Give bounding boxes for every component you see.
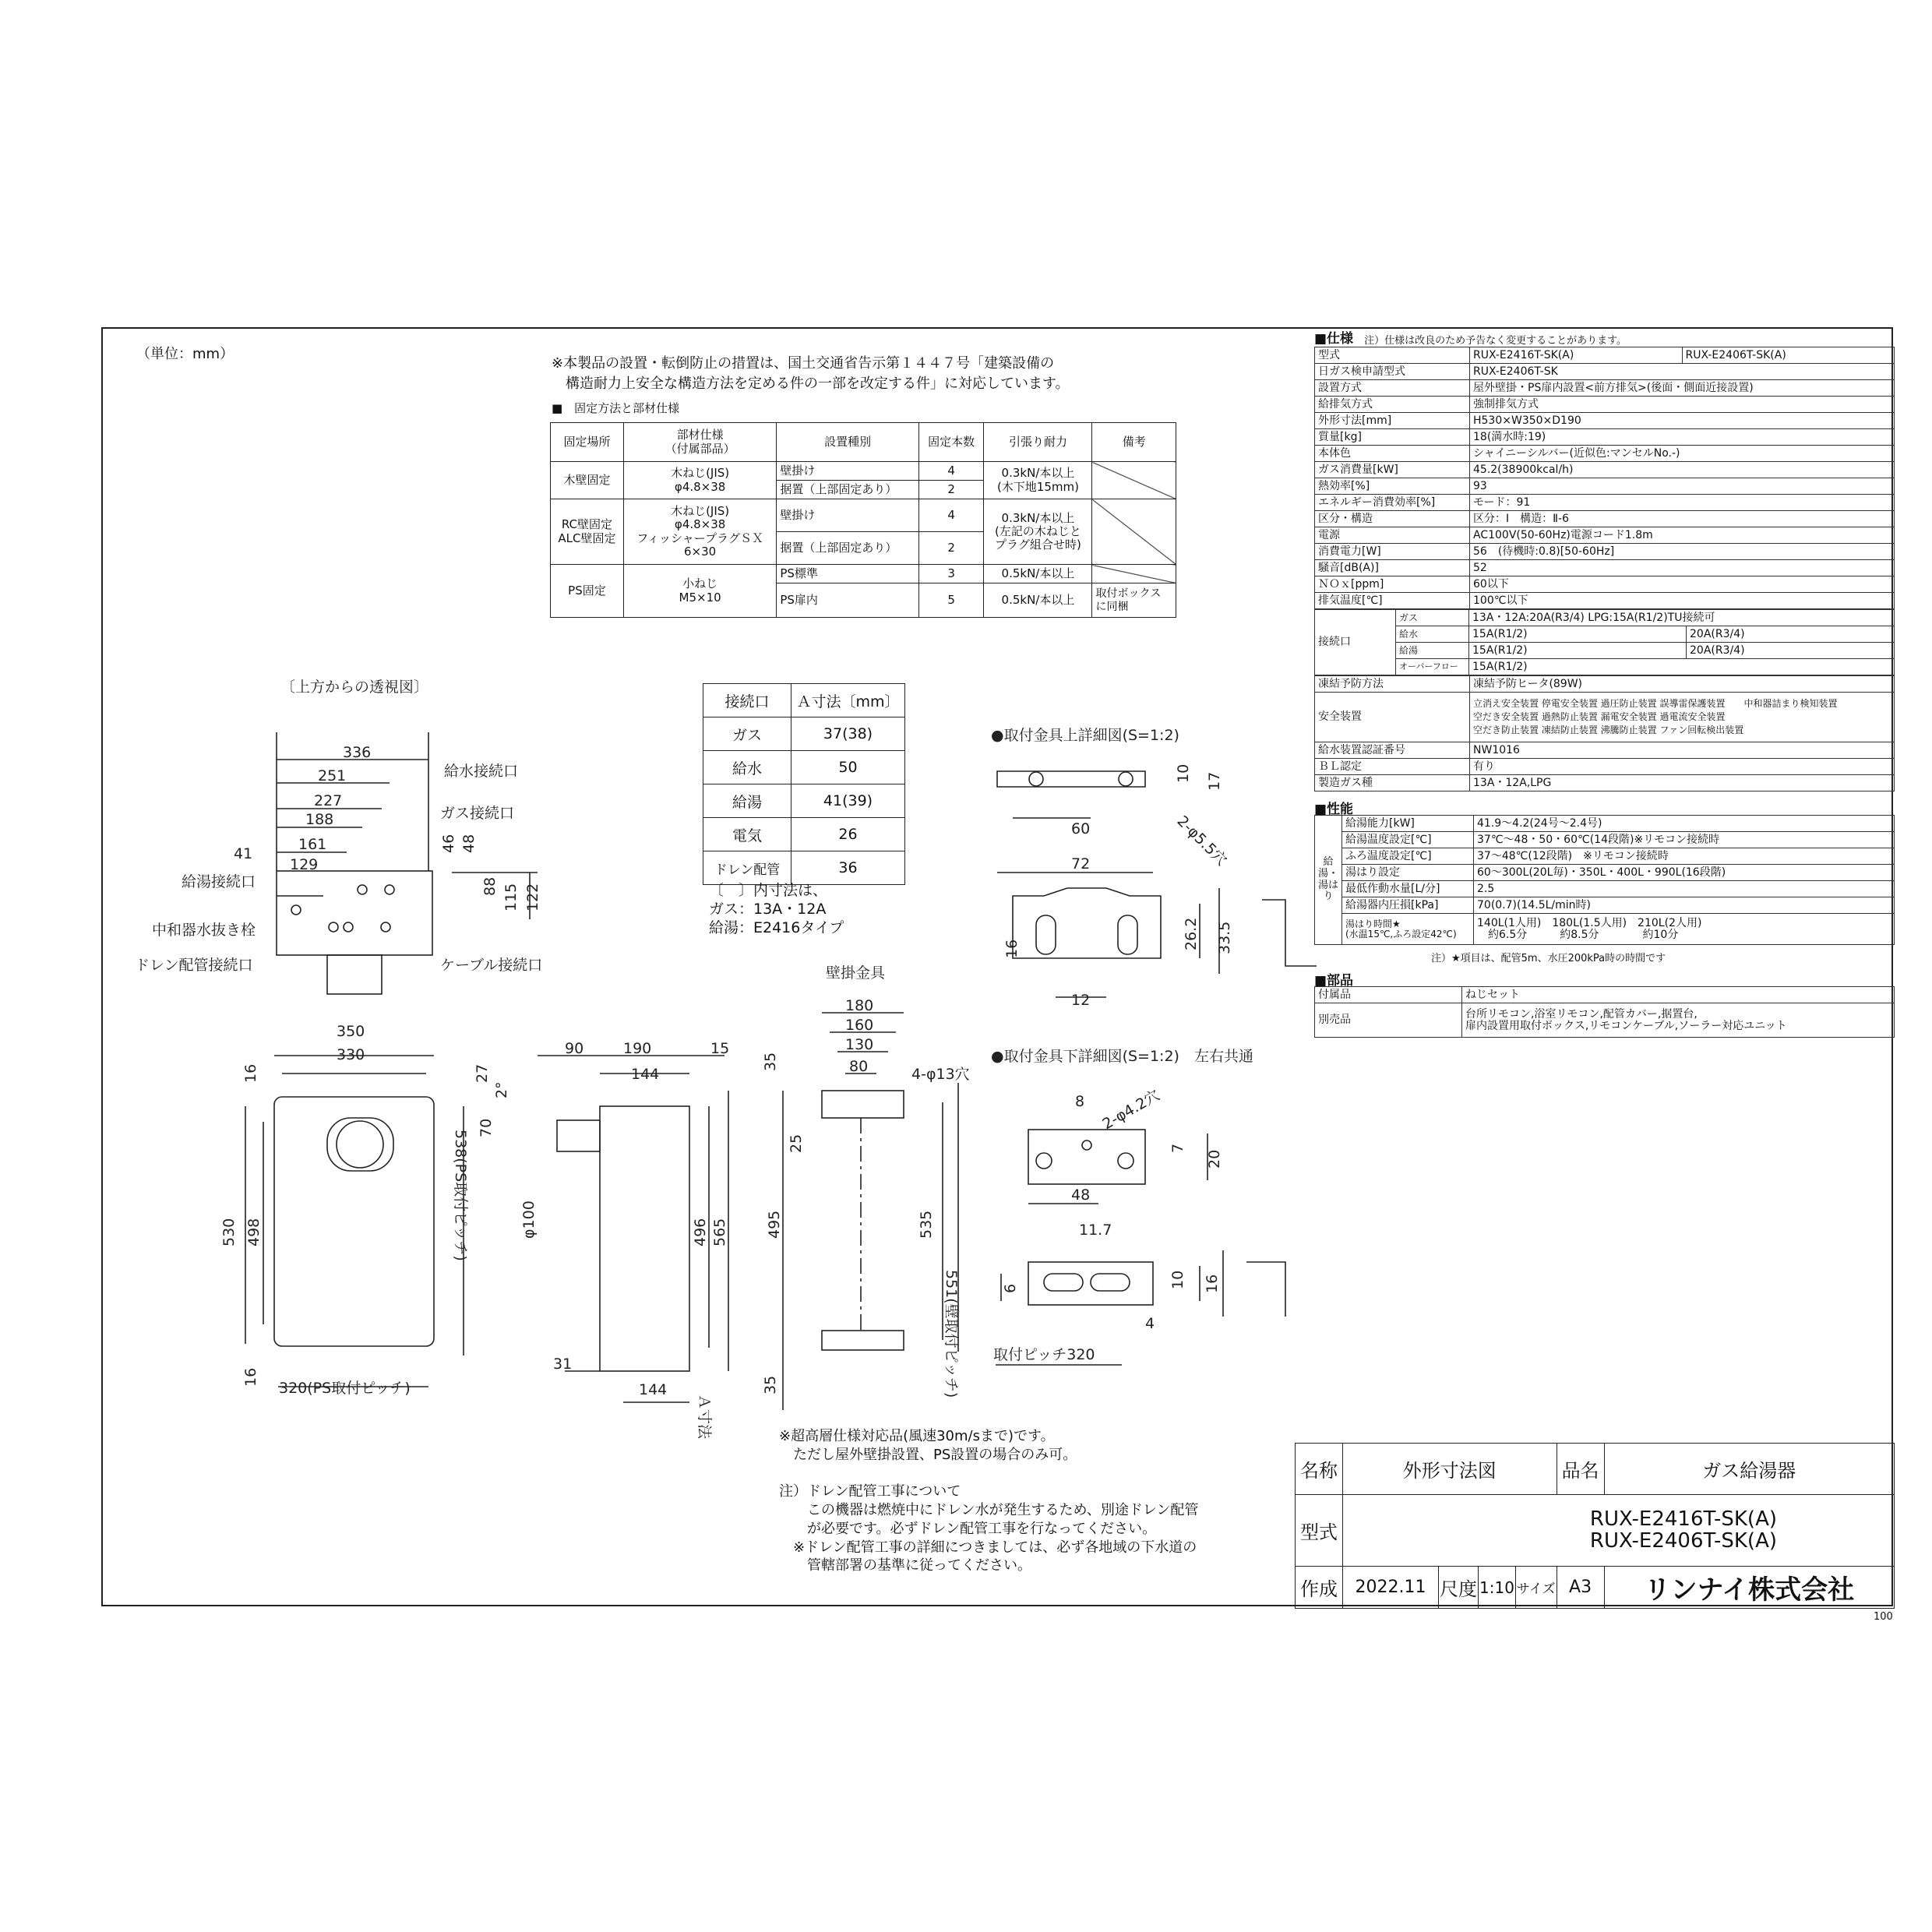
dim: 535	[918, 1210, 935, 1239]
spec-value: 屋外壁掛・PS扉内設置<前方排気>(後面・側面近接設置)	[1470, 380, 1895, 397]
dim-header-a: Ａ寸法〔mm〕	[791, 684, 905, 717]
dim: 530	[220, 1218, 238, 1246]
perf-label: 湯はり設定	[1342, 865, 1474, 881]
fix-cell: PS固定	[551, 565, 624, 618]
fix-cell: 4	[918, 462, 984, 481]
fix-cell: 壁掛け	[777, 499, 919, 532]
performance-title: ■性能	[1314, 802, 1354, 817]
upper-bracket	[822, 1091, 904, 1118]
sheet-number: 100	[1874, 1611, 1893, 1623]
dim-cell: 36	[791, 851, 905, 885]
spec-value: 56 (待機時:0.8)[50-60Hz]	[1470, 544, 1895, 560]
fix-cell: 0.3kN/本以上 (木下地15mm)	[984, 462, 1092, 499]
spec-value: 区分：Ⅰ 構造：Ⅱ-6	[1470, 511, 1895, 527]
dim: 16	[242, 1063, 259, 1083]
upper-detail-side	[1262, 900, 1317, 966]
dim: 26.2	[1183, 917, 1200, 950]
dim: 90	[565, 1040, 584, 1057]
perf-label: 湯はり時間★ (水温15℃,ふろ設定42℃)	[1342, 914, 1474, 945]
perf-value: 37℃～48・50・60℃(14段階)※リモコン接続時	[1474, 832, 1895, 848]
parts-label: 別売品	[1315, 1003, 1462, 1038]
spec-value: 強制排気方式	[1470, 397, 1895, 413]
spec-label: 給排気方式	[1315, 397, 1470, 413]
dim: 35	[762, 1375, 779, 1394]
spec-label: 設置方式	[1315, 380, 1470, 397]
connection-value: 20A(R3/4)	[1687, 626, 1895, 643]
fix-header-count: 固定本数	[918, 423, 984, 462]
fix-cell: 2	[918, 532, 984, 565]
title-product: ガス給湯器	[1604, 1444, 1894, 1495]
parts-value: ねじセット	[1462, 987, 1895, 1003]
a-dimension-note: 〔 〕内寸法は、 ガス：13A・12A 給湯：E2416タイプ	[709, 882, 844, 936]
connection-type: オーバーフロー	[1396, 659, 1469, 675]
title-block	[1295, 1443, 1895, 1609]
dim: 48	[1071, 1186, 1091, 1204]
title-scale-label: 尺度	[1439, 1567, 1479, 1609]
dim: 11.7	[1079, 1222, 1112, 1239]
title-date: 2022.11	[1343, 1567, 1439, 1609]
dim: 130	[845, 1036, 874, 1053]
spec-label: ＢＬ認定	[1315, 759, 1470, 775]
fix-cell: 据置（上部固定あり）	[777, 481, 919, 499]
spec-label: 型式	[1315, 347, 1470, 364]
dim: 41	[234, 845, 253, 862]
label-cable: ケーブル接続口	[440, 957, 543, 974]
bracket-title: 壁掛金具	[826, 964, 886, 982]
dim: 46	[440, 834, 457, 853]
connection-value: 15A(R1/2)	[1469, 626, 1687, 643]
dim: 565	[711, 1218, 728, 1246]
title-size-label: サイズ	[1515, 1567, 1557, 1609]
spec-value: 18(満水時:19)	[1470, 429, 1895, 446]
dim: 10	[1175, 763, 1192, 783]
dim: 227	[314, 792, 343, 809]
perf-value: 37～48℃(12段階) ※リモコン接続時	[1474, 848, 1895, 865]
perf-value: 140L(1人用) 180L(1.5人用) 210L(2人用) 約6.5分 約8.5分 約10分	[1474, 914, 1895, 945]
connection-value: 20A(R3/4)	[1687, 643, 1895, 659]
fix-cell: 木ねじ(JIS) φ4.8×38 フィッシャープラグＳＸ 6×30	[623, 499, 776, 565]
dim: 2°	[493, 1081, 510, 1098]
perf-label: 給湯温度設定[℃]	[1342, 832, 1474, 848]
spec-title: ■仕様	[1314, 331, 1354, 347]
spec-value: 有り	[1470, 759, 1895, 775]
dim: 6	[1002, 1283, 1019, 1293]
dim: 27	[474, 1063, 491, 1083]
spec-value: シャイニーシルバー(近似色:マンセルNo.-)	[1470, 446, 1895, 462]
label-water-in: 給水接続口	[444, 763, 519, 780]
dim: 70	[478, 1118, 495, 1137]
upper-detail-front	[1013, 888, 1161, 958]
dim: 16	[1003, 939, 1021, 958]
fix-cell: 木壁固定	[551, 462, 624, 499]
spec-value: H530×W350×D190	[1470, 413, 1895, 429]
upper-detail-title: ●取付金具上詳細図(S=1:2)	[991, 727, 1179, 744]
side-view-body	[600, 1106, 689, 1371]
spec-value: 60以下	[1470, 576, 1895, 593]
spec-label: ガス消費量[kW]	[1315, 462, 1470, 478]
dim: 180	[845, 997, 874, 1014]
dim: 190	[623, 1040, 652, 1057]
spec-value: RUX-E2406T-SK	[1470, 364, 1895, 380]
lower-detail-side	[1246, 1262, 1285, 1317]
fix-header-type: 設置種別	[777, 423, 919, 462]
dim: 498	[245, 1218, 263, 1246]
dim: 16	[1204, 1274, 1221, 1293]
dim-cell: 電気	[703, 818, 791, 851]
parts-value: 台所リモコン,浴室リモコン,配管カバー,据置台, 扉内設置用取付ボックス,リモコンケーブル,ソーラー対応ユニット	[1462, 1003, 1895, 1038]
connection-type: 給水	[1396, 626, 1469, 643]
dim: 72	[1071, 855, 1091, 873]
connection-label: 接続口	[1315, 610, 1396, 675]
wall-pitch: 551(壁取付ピッチ)	[943, 1270, 960, 1398]
spec-panel	[1314, 330, 1895, 1038]
connection-value: 15A(R1/2)	[1469, 659, 1895, 675]
pitch-320: 取付ピッチ320	[993, 1346, 1095, 1363]
dim: φ100	[520, 1200, 538, 1239]
spec-value: 凍結予防ヒータ(89W)	[1470, 676, 1895, 693]
perf-value: 2.5	[1474, 881, 1895, 897]
title-name-label: 名称	[1296, 1444, 1343, 1495]
top-view-title: 〔上方からの透視図〕	[280, 679, 429, 696]
dim: 35	[762, 1052, 779, 1071]
spec-label: 騒音[dB(A)]	[1315, 560, 1470, 576]
fix-cell: PS標準	[777, 565, 919, 583]
dim-cell: 37(38)	[791, 717, 905, 751]
performance-side-label: 給湯・湯はり	[1315, 816, 1342, 945]
spec-value: 52	[1470, 560, 1895, 576]
spec-value: 45.2(38900kcal/h)	[1470, 462, 1895, 478]
label-gas-in: ガス接続口	[440, 805, 515, 822]
perf-label: 最低作動水量[L/分]	[1342, 881, 1474, 897]
ps-pitch-vertical: 538(PS取付ピッチ)	[452, 1130, 469, 1261]
dim: 251	[318, 767, 347, 784]
label-neutralizer: 中和器水抜き栓	[152, 922, 256, 939]
lower-detail-front	[1028, 1130, 1145, 1184]
spec-value: RUX-E2416T-SK(A)	[1470, 347, 1683, 364]
lower-detail-title: ●取付金具下詳細図(S=1:2) 左右共通	[991, 1048, 1253, 1065]
spec-label: 凍結予防方法	[1315, 676, 1470, 693]
fix-cell: PS扉内	[777, 583, 919, 618]
dim: 12	[1071, 992, 1091, 1009]
dim: 7	[1169, 1143, 1186, 1153]
spec-label: 熱効率[%]	[1315, 478, 1470, 495]
fix-cell: 0.5kN/本以上	[984, 565, 1092, 583]
dim: 15	[710, 1040, 730, 1057]
spec-value: 93	[1470, 478, 1895, 495]
connection-value: 15A(R1/2)	[1469, 643, 1687, 659]
fix-cell: 0.5kN/本以上	[984, 583, 1092, 618]
fix-cell: 3	[918, 565, 984, 583]
fix-method-title: ■ 固定方法と部材仕様	[552, 401, 680, 415]
spec-label: 製造ガス種	[1315, 775, 1470, 791]
label-hot-out: 給湯接続口	[182, 873, 256, 890]
company-name: リンナイ株式会社	[1604, 1567, 1894, 1609]
dim: 16	[242, 1367, 259, 1387]
dim-header-port: 接続口	[703, 684, 791, 717]
spec-label: エネルギー消費効率[%]	[1315, 495, 1470, 511]
bottom-notes: ※超高層仕様対応品(風速30m/sまで)です。 ただし屋外壁掛設置、PS設置の場合のみ可。 注）ドレン配管工事について この機器は燃焼中にドレン水が発生するため、別途ドレン配管 が必要です。必ずドレン配管工事を行なってください。 ※ドレン配管工事の詳細につきましては、必ず各地域の下水道の 管轄部署の基準に従ってください。	[779, 1428, 1199, 1574]
dim: 60	[1071, 820, 1091, 837]
fix-header-material: 部材仕様 （付属部品）	[623, 423, 776, 462]
dim: 8	[1075, 1093, 1085, 1110]
perf-value: 41.9～4.2(24号～2.4号)	[1474, 816, 1895, 832]
dim: 144	[639, 1381, 668, 1398]
dim: 2-φ5.5穴	[1173, 812, 1231, 869]
fix-cell: 0.3kN/本以上 (左記の木ねじと プラグ組合せ時)	[984, 499, 1092, 565]
spec-label: ＮＯｘ[ppm]	[1315, 576, 1470, 593]
title-made-label: 作成	[1296, 1567, 1343, 1609]
unit-label: （単位：mm）	[136, 346, 234, 362]
dim: 17	[1206, 771, 1223, 791]
dim: 144	[631, 1066, 660, 1083]
title-scale: 1:10	[1479, 1567, 1516, 1609]
connection-type: ガス	[1396, 610, 1469, 626]
dim: 25	[788, 1133, 805, 1153]
dim: 88	[481, 876, 499, 896]
dim: 80	[849, 1058, 869, 1075]
dim: 33.5	[1216, 921, 1233, 954]
front-view-body	[274, 1097, 434, 1346]
dim: 2-φ4.2穴	[1099, 1086, 1163, 1133]
dim: 161	[298, 836, 327, 853]
safety-value: 立消え安全装置 停電安全装置 過圧防止装置 誤導雷保護装置 中和器詰まり検知装置 空だき安全装置 過熱防止装置 漏電安全装置 過電流安全装置 空だき防止装置 凍結防止装置 沸騰防止装置 ファン回転検出装置	[1470, 693, 1895, 742]
dim-cell: ドレン配管	[703, 851, 791, 885]
dim: 129	[290, 856, 319, 873]
spec-value: NW1016	[1470, 742, 1895, 759]
label-drain: ドレン配管接続口	[135, 957, 253, 974]
spec-label: 外形寸法[mm]	[1315, 413, 1470, 429]
fix-header-place: 固定場所	[551, 423, 624, 462]
spec-value: モード：91	[1470, 495, 1895, 511]
a-dim-label: Ａ寸法	[696, 1394, 713, 1440]
dim: 495	[766, 1210, 783, 1239]
title-name: 外形寸法図	[1343, 1444, 1557, 1495]
ps-pitch: 320(PS取付ピッチ)	[279, 1380, 411, 1397]
fix-cell: 取付ボックス に同梱	[1092, 583, 1176, 618]
side-view-flue	[557, 1120, 600, 1151]
dim-cell: 給湯	[703, 784, 791, 818]
fix-cell: 壁掛け	[777, 462, 919, 481]
spec-label: 電源	[1315, 527, 1470, 544]
dim: 122	[524, 883, 541, 911]
dim: 350	[337, 1023, 365, 1040]
fix-header-strength: 引張り耐力	[984, 423, 1092, 462]
connection-value: 13A・12A:20A(R3/4) LPG:15A(R1/2)TU接続可	[1469, 610, 1895, 626]
dim-cell: 50	[791, 751, 905, 784]
performance-note: 注）★項目は、配管5m、水圧200kPa時の時間です	[1431, 953, 1666, 964]
parts-label: 付属品	[1315, 987, 1462, 1003]
title-models: RUX-E2416T-SK(A) RUX-E2406T-SK(A)	[1343, 1495, 1895, 1567]
dim: 4-φ13穴	[911, 1066, 970, 1083]
spec-label: 日ガス検申請型式	[1315, 364, 1470, 380]
fix-cell: 小ねじ M5×10	[623, 565, 776, 618]
dim: 48	[460, 834, 478, 853]
dim-cell: ガス	[703, 717, 791, 751]
fix-header-remarks: 備考	[1092, 423, 1176, 462]
spec-label: 排気温度[℃]	[1315, 593, 1470, 609]
dim: 188	[305, 811, 334, 828]
safety-label: 安全装置	[1315, 693, 1470, 742]
fix-cell: 4	[918, 499, 984, 532]
dim: 496	[692, 1218, 709, 1246]
fix-cell: 据置（上部固定あり）	[777, 532, 919, 565]
dim: 31	[553, 1356, 573, 1373]
spec-value: 13A・12A,LPG	[1470, 775, 1895, 791]
dim: 330	[337, 1046, 365, 1063]
fix-cell: 5	[918, 583, 984, 618]
spec-label: 区分・構造	[1315, 511, 1470, 527]
title-model-label: 型式	[1296, 1495, 1343, 1567]
dim-cell: 41(39)	[791, 784, 905, 818]
dim-cell: 給水	[703, 751, 791, 784]
perf-label: ふろ温度設定[℃]	[1342, 848, 1474, 865]
spec-label: 本体色	[1315, 446, 1470, 462]
spec-label: 質量[kg]	[1315, 429, 1470, 446]
parts-title: ■部品	[1314, 973, 1354, 989]
fix-cell: RC壁固定 ALC壁固定	[551, 499, 624, 565]
dim: 20	[1206, 1149, 1223, 1169]
spec-value: AC100V(50-60Hz)電源コード1.8m	[1470, 527, 1895, 544]
dim: 336	[343, 744, 372, 761]
dim: 160	[845, 1017, 874, 1034]
fix-cell: 2	[918, 481, 984, 499]
lower-bracket	[822, 1331, 904, 1350]
dim: 10	[1169, 1270, 1186, 1289]
spec-value: RUX-E2406T-SK(A)	[1682, 347, 1895, 364]
spec-value: 100℃以下	[1470, 593, 1895, 609]
upper-detail-top	[997, 771, 1145, 787]
title-size: A3	[1557, 1567, 1604, 1609]
dim-cell: 26	[791, 818, 905, 851]
spec-note: 注）仕様は改良のため予告なく変更することがあります。	[1364, 335, 1627, 347]
dim: 4	[1145, 1315, 1155, 1332]
spec-label: 消費電力[W]	[1315, 544, 1470, 560]
perf-value: 60～300L(20L毎)・350L・400L・990L(16段階)	[1474, 865, 1895, 881]
connection-type: 給湯	[1396, 643, 1469, 659]
fix-cell: 木ねじ(JIS) φ4.8×38	[623, 462, 776, 499]
perf-value: 70(0.7)(14.5L/min時)	[1474, 897, 1895, 914]
top-view-flue	[327, 955, 382, 994]
spec-label: 給水装置認証番号	[1315, 742, 1470, 759]
installation-notice: ※本製品の設置・転倒防止の措置は、国土交通省告示第１４４７号「建築設備の 構造耐力上安全な構造方法を定める件の一部を改定する件」に対応しています。	[552, 355, 1070, 393]
dim: 115	[502, 883, 520, 911]
perf-label: 給湯能力[kW]	[1342, 816, 1474, 832]
perf-label: 給湯器内圧損[kPa]	[1342, 897, 1474, 914]
title-product-label: 品名	[1557, 1444, 1604, 1495]
